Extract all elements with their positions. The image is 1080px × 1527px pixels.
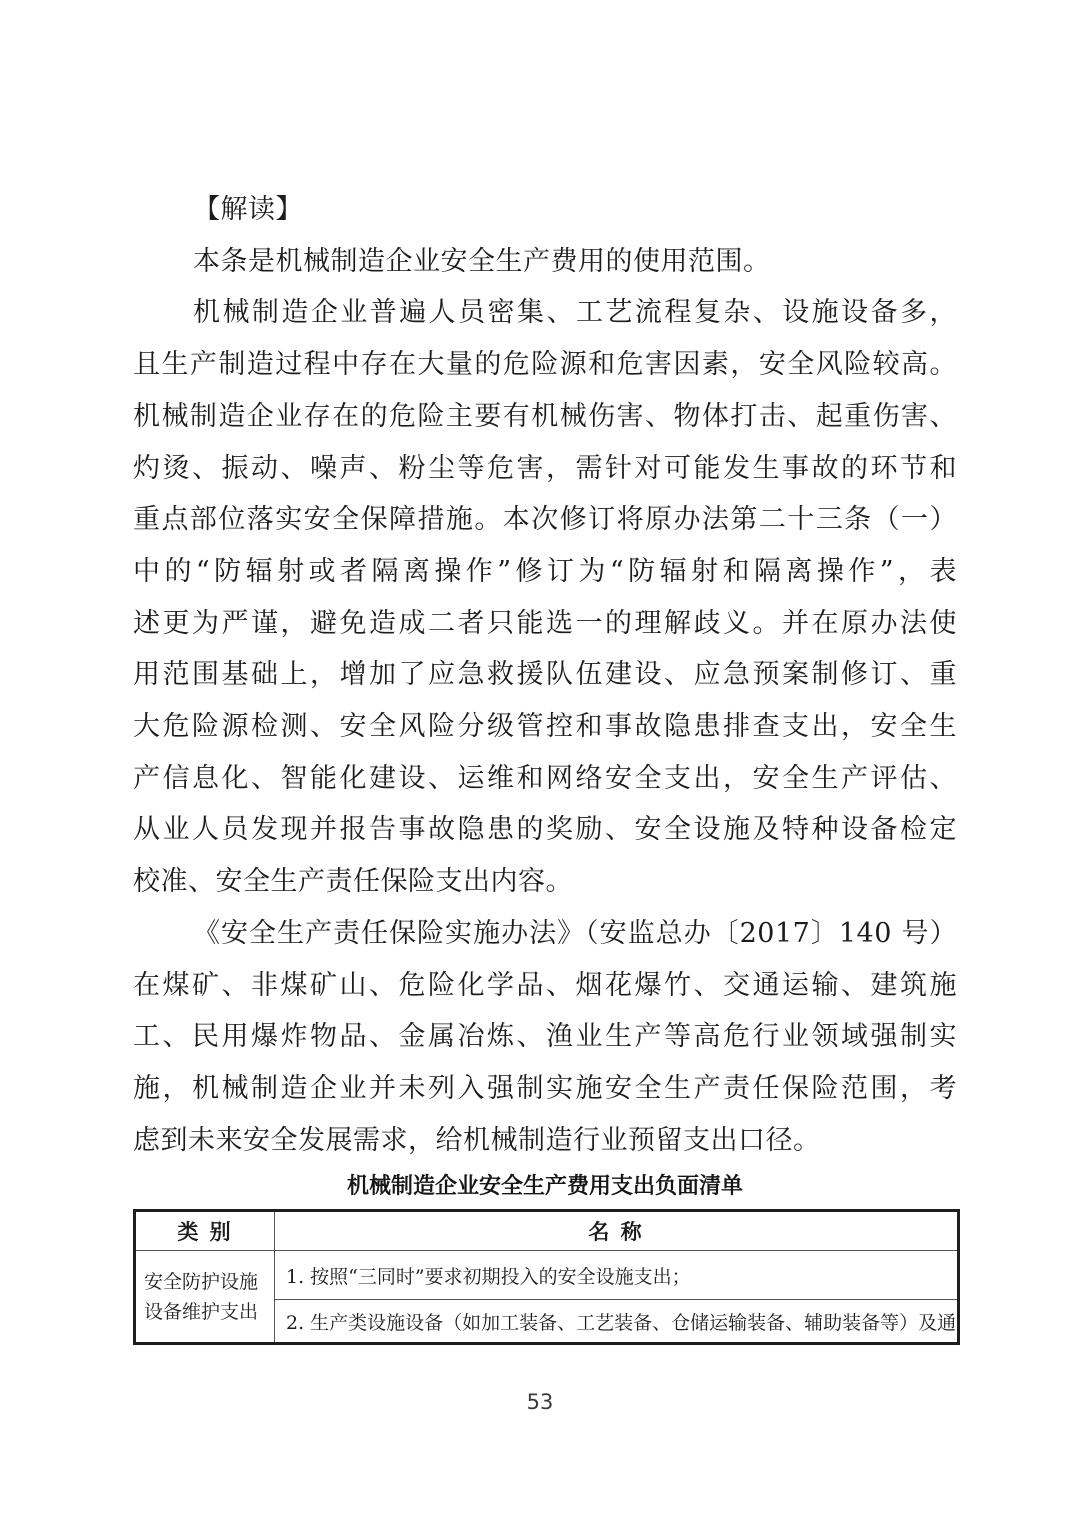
column-header-category: 类 别 <box>135 1211 275 1251</box>
body-line: 机械制造企业普遍人员密集、工艺流程复杂、设施设备多， <box>193 297 957 329</box>
body-line: 在煤矿、非煤矿山、危险化学品、烟花爆竹、交通运输、建筑施 <box>133 969 957 1001</box>
body-line: 重点部位落实安全保障措施。本次修订将原办法第二十三条（一） <box>133 504 957 536</box>
body-line: 灼烫、振动、噪声、粉尘等危害，需针对可能发生事故的环节和 <box>133 452 957 484</box>
body-line: 机械制造企业存在的危险主要有机械伤害、物体打击、起重伤害、 <box>133 400 957 432</box>
body-line: 校准、安全生产责任保险支出内容。 <box>133 866 573 898</box>
table-title: 机械制造企业安全生产费用支出负面清单 <box>346 1174 743 1200</box>
list-item-cell: 2. 生产类设施设备（如加工装备、工艺装备、仓储运输装备、辅助装备等）及通 <box>275 1300 959 1344</box>
page-number: 53 <box>526 1390 554 1414</box>
column-header-name: 名 称 <box>275 1211 959 1251</box>
body-line: 《安全生产责任保险实施办法》（安监总办〔2017〕140 号） <box>193 917 957 949</box>
body-line: 施，机械制造企业并未列入强制实施安全生产责任保险范围，考 <box>133 1072 957 1104</box>
body-line: 中的“防辐射或者隔离操作”修订为“防辐射和隔离操作”，表 <box>133 555 957 587</box>
body-line: 述更为严谨，避免造成二者只能选一的理解歧义。并在原办法使 <box>133 607 957 639</box>
body-line: 产信息化、智能化建设、运维和网络安全支出，安全生产评估、 <box>133 762 957 794</box>
body-line: 用范围基础上，增加了应急救援队伍建设、应急预案制修订、重 <box>133 659 957 691</box>
body-line: 本条是机械制造企业安全生产费用的使用范围。 <box>193 245 771 277</box>
body-line: 大危险源检测、安全风险分级管控和事故隐患排查支出，安全生 <box>133 711 957 743</box>
table-header-row <box>135 1211 959 1251</box>
body-line: 从业人员发现并报告事故隐患的奖励、安全设施及特种设备检定 <box>133 814 957 846</box>
body-line: 且生产制造过程中存在大量的危险源和危害因素，安全风险较高。 <box>133 349 957 381</box>
table-row <box>135 1251 959 1300</box>
body-line: 虑到未来安全发展需求，给机械制造行业预留支出口径。 <box>133 1124 821 1156</box>
section-heading: 【解读】 <box>193 194 303 225</box>
document-body <box>133 0 957 1166</box>
negative-list-table <box>133 1209 960 1345</box>
body-line: 工、民用爆炸物品、金属冶炼、渔业生产等高危行业领域强制实 <box>133 1021 957 1053</box>
list-item-cell: 1. 按照“三同时”要求初期投入的安全设施支出； <box>275 1251 959 1300</box>
category-cell: 安全防护设施设备维护支出 <box>135 1251 275 1344</box>
